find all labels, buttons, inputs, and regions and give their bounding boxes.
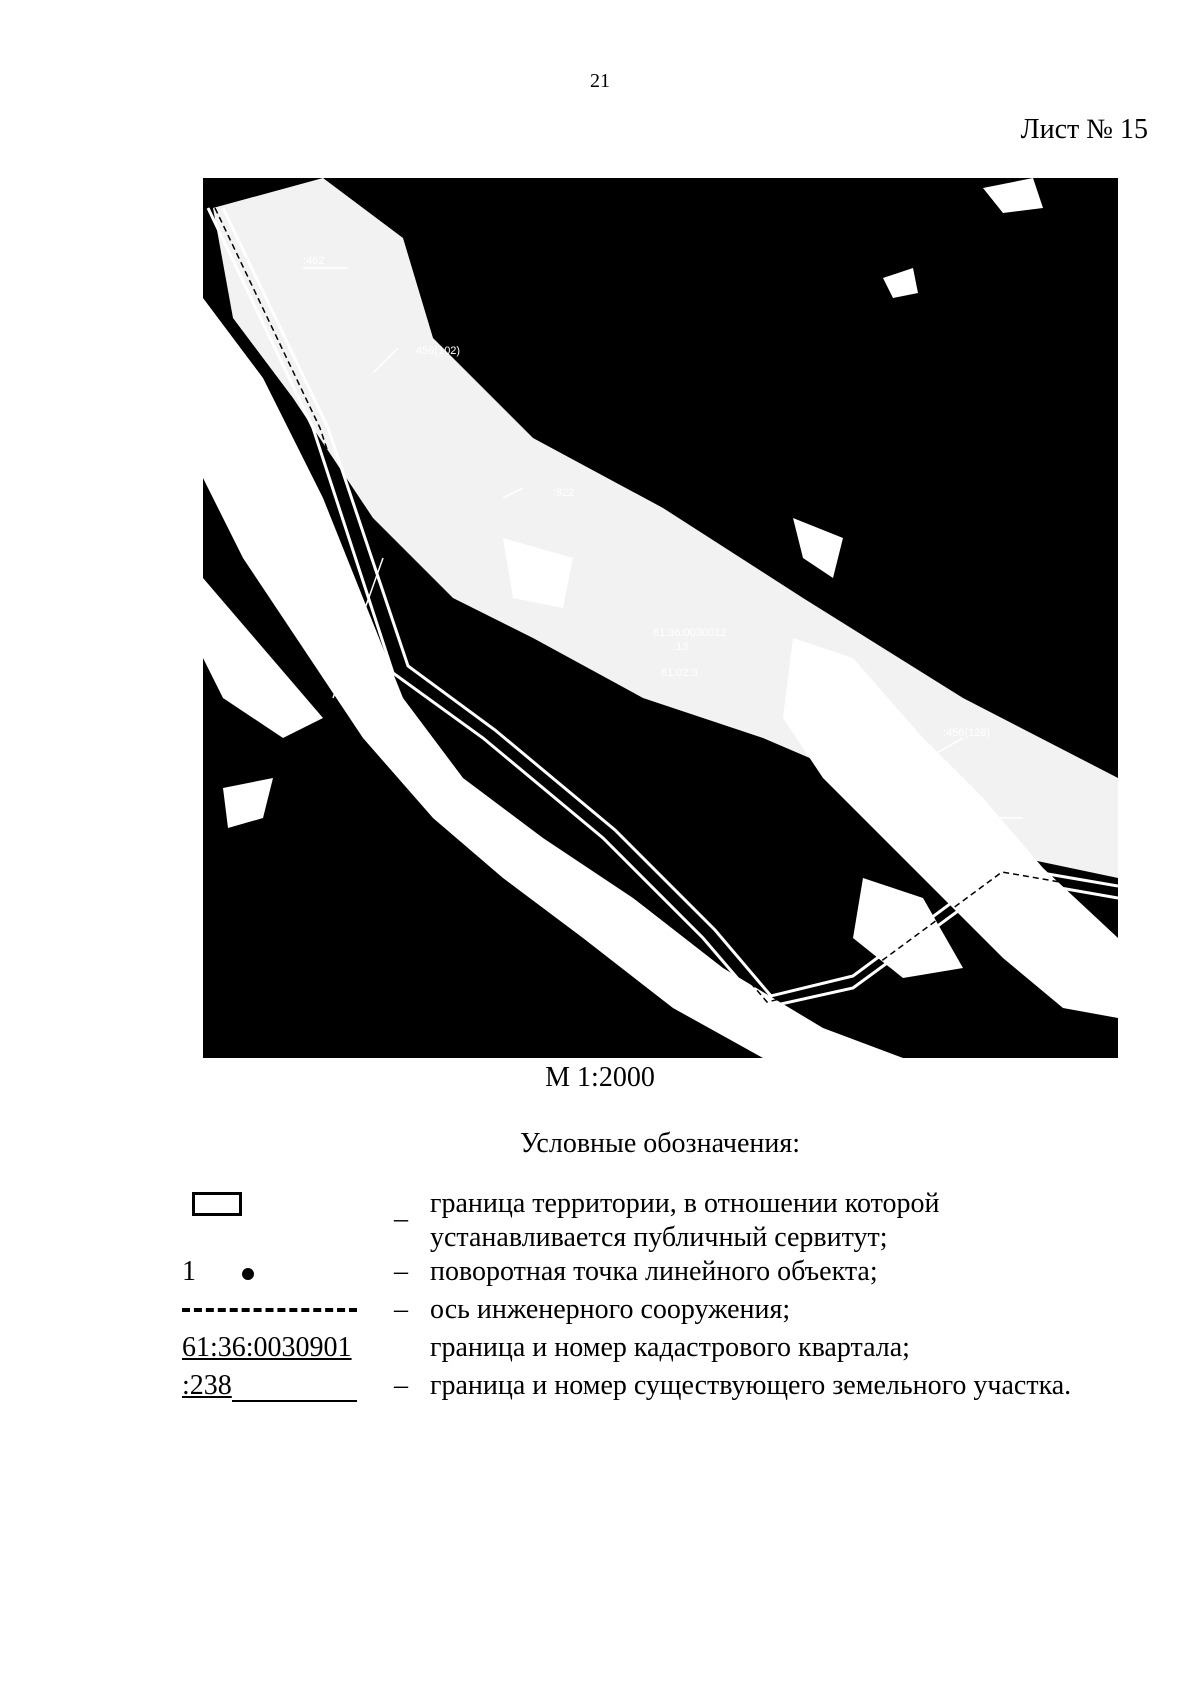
map-label: 61:02:3 [661, 667, 698, 679]
map-label: :13 [673, 641, 689, 653]
map-scale: М 1:2000 [545, 1062, 655, 1093]
rectangle-icon [192, 1192, 242, 1216]
legend-dash: – [394, 1370, 408, 1401]
legend-text: поворотная точка линейного объекта; [430, 1256, 878, 1287]
legend-item-servitude [0, 1188, 1200, 1225]
sheet-title: Лист № 15 [1020, 114, 1148, 145]
legend-dash: – [394, 1294, 408, 1325]
map-image [203, 178, 1118, 1058]
map-label: :456(128) [943, 727, 991, 739]
legend-text: устанавливается публичный сервитут; [430, 1222, 888, 1253]
legend-dash: – [394, 1256, 408, 1287]
dashed-line-icon [182, 1308, 357, 1312]
legend-text: граница и номер кадастрового квартала; [430, 1332, 910, 1363]
map-label: 115 [708, 1017, 726, 1029]
legend-title: Условные обозначения: [519, 1128, 801, 1159]
legend-text: ось инженерного сооружения; [430, 1294, 791, 1325]
dot-icon [242, 1268, 254, 1280]
map-label: :822 [553, 487, 575, 499]
legend-item-axis [0, 1294, 1200, 1328]
legend-text: граница территории, в отношении которой [430, 1188, 940, 1219]
lot-line-icon [232, 1400, 357, 1402]
legend-item-lot [0, 1370, 1200, 1404]
legend-dash: _ [394, 1194, 408, 1225]
legend-item-turn-point [0, 1256, 1200, 1290]
legend-label: :238 [182, 1370, 232, 1401]
map-canvas [203, 178, 1118, 1058]
page-number: 21 [590, 70, 610, 92]
legend-label: 61:36:0030901 [182, 1332, 352, 1363]
map-label: 61:36:0030012 [653, 627, 727, 639]
legend-text: граница и номер существующего земельного участка. [430, 1370, 1072, 1401]
legend-item-quarter [0, 1332, 1200, 1366]
map-label: :462 [303, 255, 325, 267]
legend-item-servitude-cont [0, 1222, 1200, 1256]
map-label: :456(102) [413, 345, 461, 357]
legend-label: 1 [182, 1256, 196, 1287]
